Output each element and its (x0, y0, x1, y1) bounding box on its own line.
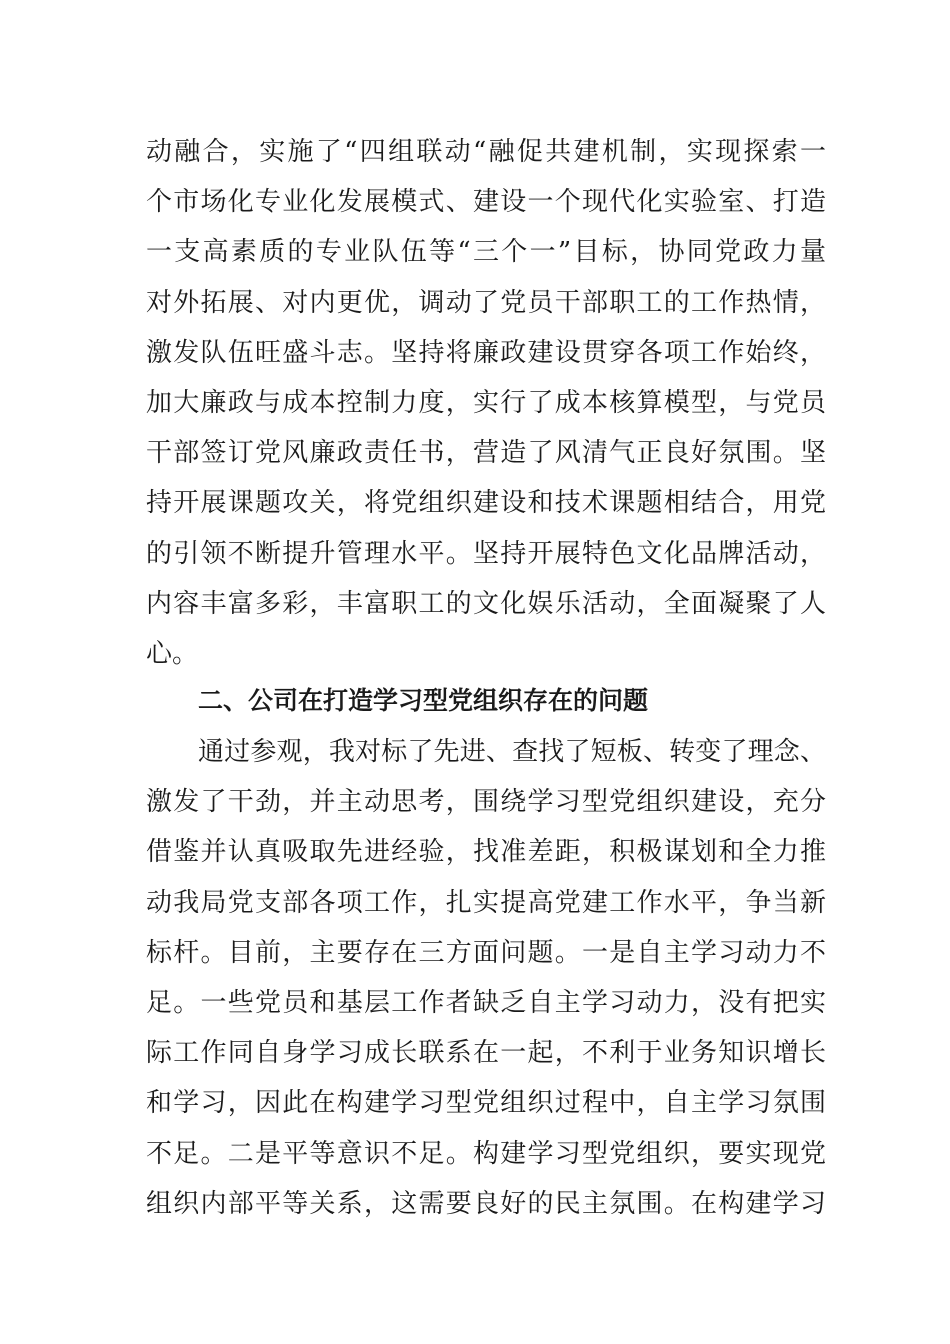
paragraph-line: 际工作同自身学习成长联系在一起，不利于业务知识增长 (146, 1038, 826, 1069)
paragraph-line: 干部签订党风廉政责任书，营造了风清气正良好氛围。坚 (146, 438, 826, 469)
paragraph-line: 足。一些党员和基层工作者缺乏自主学习动力，没有把实 (146, 987, 826, 1018)
paragraph-line: 借鉴并认真吸取先进经验，找准差距，积极谋划和全力推 (146, 837, 826, 868)
paragraph-line: 动我局党支部各项工作，扎实提高党建工作水平，争当新 (146, 887, 826, 918)
paragraph-line: 一支高素质的专业队伍等“三个一”目标，协同党政力量 (146, 237, 826, 268)
paragraph-line: 动融合，实施了“四组联动“融促共建机制，实现探索一 (146, 137, 826, 167)
paragraph-achievements (146, 127, 826, 679)
paragraph-line: 激发了干劲，并主动思考，围绕学习型党组织建设，充分 (146, 787, 826, 818)
paragraph-line: 内容丰富多彩，丰富职工的文化娱乐活动，全面凝聚了人 (146, 588, 826, 619)
paragraph-line: 标杆。目前，主要存在三方面问题。一是自主学习动力不 (146, 937, 826, 968)
paragraph-line: 和学习，因此在构建学习型党组织过程中，自主学习氛围 (146, 1088, 826, 1119)
paragraph-line: 持开展课题攻关，将党组织建设和技术课题相结合，用党 (146, 488, 826, 519)
paragraph-line: 激发队伍旺盛斗志。坚持将廉政建设贯穿各项工作始终， (146, 337, 826, 368)
paragraph-line: 加大廉政与成本控制力度，实行了成本核算模型，与党员 (146, 387, 826, 418)
section-heading: 二、公司在打造学习型党组织存在的问题 (198, 686, 649, 715)
paragraph-line: 不足。二是平等意识不足。构建学习型党组织，要实现党 (146, 1138, 826, 1169)
paragraph-problems (146, 727, 826, 1229)
paragraph-line: 对外拓展、对内更优，调动了党员干部职工的工作热情， (146, 287, 826, 318)
paragraph-line: 心。 (146, 638, 199, 669)
paragraph-line: 个市场化专业化发展模式、建设一个现代化实验室、打造 (146, 187, 826, 218)
paragraph-line: 组织内部平等关系，这需要良好的民主氛围。在构建学习 (146, 1188, 826, 1219)
paragraph-line: 通过参观，我对标了先进、查找了短板、转变了理念、 (198, 737, 826, 767)
paragraph-line: 的引领不断提升管理水平。坚持开展特色文化品牌活动， (146, 538, 826, 569)
